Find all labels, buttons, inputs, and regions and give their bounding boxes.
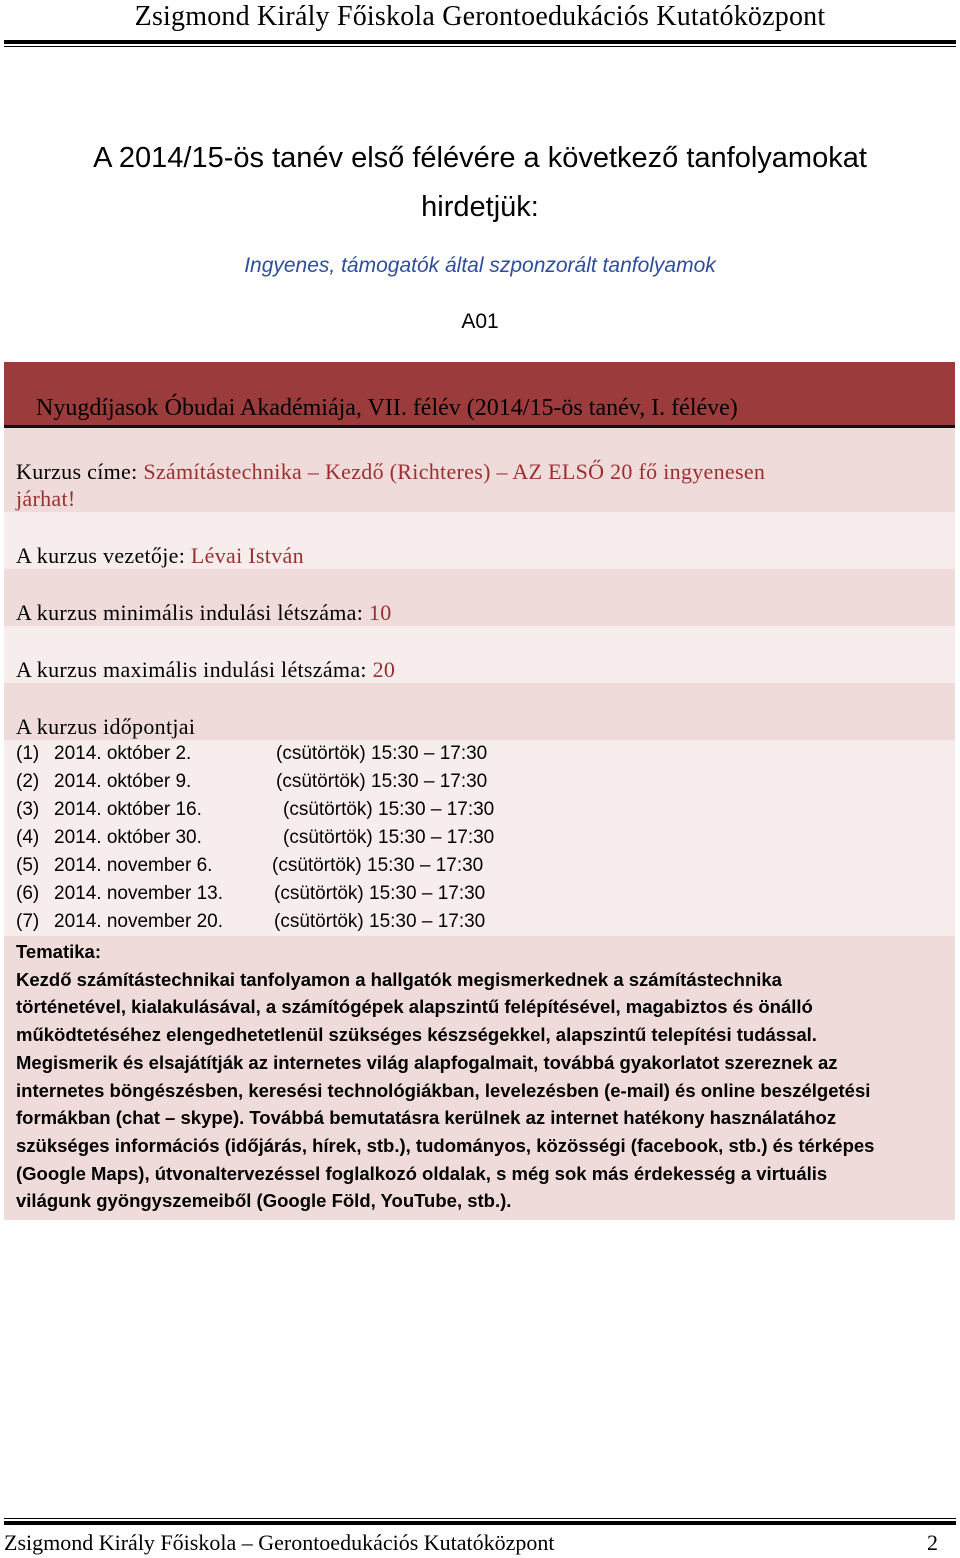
date-item — [4, 880, 955, 908]
tematika-line: Kezdő számítástechnikai tanfolyamon a hallgatók megismerkednek a számítástechnika — [16, 968, 782, 990]
page-number: 2 — [927, 1530, 938, 1555]
dates-label: A kurzus időpontjai — [16, 714, 196, 739]
date-number: (3) — [16, 799, 40, 820]
date-time: (csütörtök) 15:30 – 17:30 — [276, 743, 488, 764]
date-number: (1) — [16, 743, 40, 764]
date-number: (7) — [16, 911, 40, 932]
date-text: 2014. november 6. — [54, 855, 213, 876]
course-code: A01 — [461, 310, 499, 333]
course-title-label: Kurzus címe: — [16, 459, 144, 484]
tematika-line: internetes böngészésben, keresési technológiákban, levelezésben (e-mail) és online beszélgetési — [16, 1079, 871, 1101]
tematika-line: formákban (chat – skype). Továbbá bemutatásra kerülnek az internet hatékony használatához — [16, 1107, 837, 1129]
date-number: (6) — [16, 883, 40, 904]
date-time: (csütörtök) 15:30 – 17:30 — [274, 911, 486, 932]
date-number: (4) — [16, 827, 40, 848]
date-time: (csütörtök) 15:30 – 17:30 — [274, 883, 486, 904]
leader-row — [4, 512, 955, 569]
date-item — [4, 852, 955, 880]
header-divider — [4, 40, 956, 47]
date-text: 2014. október 2. — [54, 743, 192, 764]
tematika-line: Megismerik és elsajátítják az internetes világ alapfogalmait, továbbá gyakorlatot szereznek az — [16, 1051, 838, 1073]
page-header-title: Zsigmond Király Főiskola Gerontoedukációs Kutatóközpont — [134, 1, 826, 32]
date-time: (csütörtök) 15:30 – 17:30 — [272, 855, 484, 876]
date-item — [4, 908, 955, 936]
date-number: (2) — [16, 771, 40, 792]
course-title-value-cont: járhat! — [16, 486, 76, 511]
intro-line-2: hirdetjük: — [421, 191, 539, 223]
date-time: (csütörtök) 15:30 – 17:30 — [283, 827, 495, 848]
tematika-label: Tematika: — [16, 941, 101, 962]
date-item — [4, 824, 955, 852]
program-title: Nyugdíjasok Óbudai Akadémiája, VII. félév (2014/15-ös tanév, I. féléve) — [36, 395, 738, 421]
date-text: 2014. október 30. — [54, 827, 202, 848]
subtitle: Ingyenes, támogatók által szponzorált tanfolyamok — [244, 254, 716, 277]
course-title-row — [4, 428, 955, 512]
max-size-row — [4, 626, 955, 683]
min-size-row — [4, 569, 955, 626]
date-text: 2014. október 9. — [54, 771, 192, 792]
min-size-value: 10 — [368, 600, 392, 625]
tematika-line: szükséges információs (időjárás, hírek, stb.), tudományos, közösségi (facebook, stb.) és térképes — [16, 1134, 875, 1156]
tematika-line: történetével, kialakulásával, a számítógépek alapszintű felépítésével, magabiztos és önálló — [16, 996, 813, 1018]
tematika-line: (Google Maps), útvonaltervezéssel foglalkozó oldalak, s még sok más érdekesség a virtuális — [16, 1162, 828, 1184]
footer-divider — [4, 1518, 956, 1525]
leader-value: Lévai István — [190, 543, 304, 568]
date-text: 2014. október 16. — [54, 799, 202, 820]
intro-line-1: A 2014/15-ös tanév első félévére a következő tanfolyamokat — [93, 142, 867, 174]
date-time: (csütörtök) 15:30 – 17:30 — [276, 771, 488, 792]
footer-text: Zsigmond Király Főiskola – Gerontoedukációs Kutatóközpont — [4, 1530, 555, 1555]
dates-heading-row — [4, 683, 955, 740]
date-time: (csütörtök) 15:30 – 17:30 — [283, 799, 495, 820]
date-text: 2014. november 13. — [54, 883, 224, 904]
tematika-line: világunk gyöngyszemeiből (Google Föld, YouTube, stb.). — [16, 1190, 512, 1212]
max-size-value: 20 — [372, 657, 396, 682]
tematika-line: működtetéséhez elengedhetetlenül szükséges készségekkel, alapszintű telepítési tudással. — [16, 1024, 817, 1046]
date-item — [4, 768, 955, 796]
program-title-row — [4, 362, 955, 428]
max-size-label: A kurzus maximális indulási létszáma: — [16, 657, 373, 682]
date-number: (5) — [16, 855, 40, 876]
course-table — [4, 362, 955, 1220]
tematika-block — [4, 936, 955, 1220]
course-title-value: Számítástechnika – Kezdő (Richteres) – AZ ELSŐ 20 fő ingyenesen — [143, 459, 766, 484]
date-item — [4, 740, 955, 768]
date-text: 2014. november 20. — [54, 911, 224, 932]
date-item — [4, 796, 955, 824]
min-size-label: A kurzus minimális indulási létszáma: — [16, 600, 369, 625]
dates-list — [4, 740, 955, 936]
leader-label: A kurzus vezetője: — [16, 543, 191, 568]
